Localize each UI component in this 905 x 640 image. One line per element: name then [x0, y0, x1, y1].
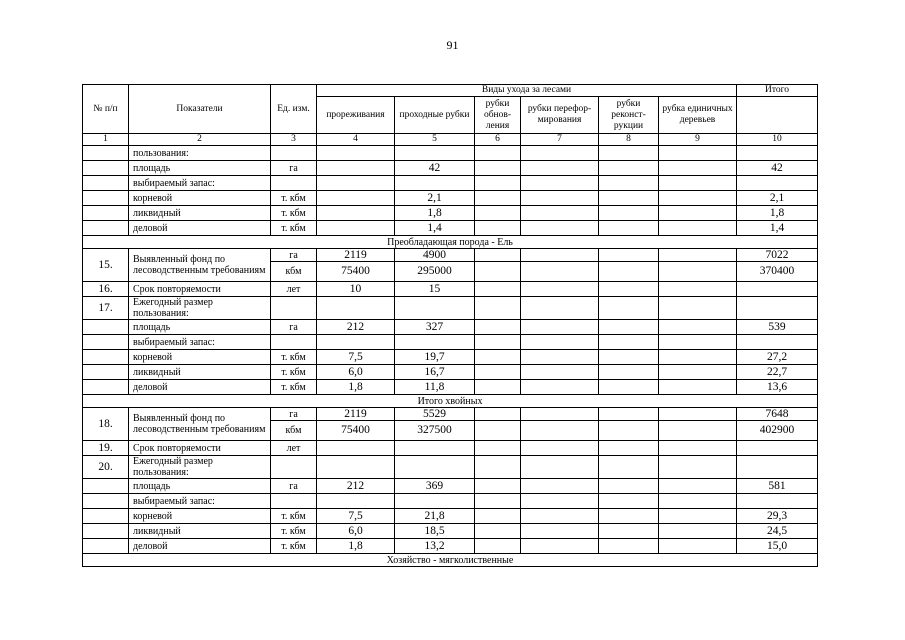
value-total — [737, 441, 818, 456]
row-number — [83, 206, 129, 221]
section-row — [83, 554, 818, 567]
row-unit: т. кбм — [271, 380, 317, 395]
page-number: 91 — [446, 38, 459, 52]
table-row — [83, 456, 818, 479]
row-unit: га — [271, 249, 317, 262]
row-unit: кбм — [271, 421, 317, 441]
value-total: 402900 — [737, 421, 818, 441]
row-unit — [271, 456, 317, 479]
value-thinning — [317, 161, 395, 176]
value-passage — [395, 456, 475, 479]
value-total: 15,0 — [737, 539, 818, 554]
value-passage: 42 — [395, 161, 475, 176]
empty-cell — [659, 421, 737, 441]
value-thinning: 75400 — [317, 262, 395, 282]
value-passage: 1,8 — [395, 206, 475, 221]
value-passage: 295000 — [395, 262, 475, 282]
row-number: 17. — [83, 297, 129, 320]
row-indicator: корневой — [129, 509, 271, 524]
header-type-1: прореживания — [317, 97, 395, 134]
row-indicator: Выявленный фонд по лесоводственным требованиям — [129, 408, 271, 441]
empty-cell — [521, 320, 599, 335]
section-row — [83, 395, 818, 408]
empty-cell — [659, 146, 737, 161]
row-unit: га — [271, 479, 317, 494]
table-row — [83, 249, 818, 262]
table-row — [83, 539, 818, 554]
header-type-3: рубки обнов-ления — [475, 97, 521, 134]
column-number: 1 — [83, 134, 129, 146]
value-thinning — [317, 176, 395, 191]
value-thinning: 6,0 — [317, 365, 395, 380]
value-total — [737, 494, 818, 509]
value-passage: 1,4 — [395, 221, 475, 236]
empty-cell — [659, 335, 737, 350]
table-row — [83, 335, 818, 350]
value-passage: 2,1 — [395, 191, 475, 206]
empty-cell — [475, 380, 521, 395]
value-passage: 11,8 — [395, 380, 475, 395]
row-unit: т. кбм — [271, 509, 317, 524]
empty-cell — [659, 456, 737, 479]
value-total: 22,7 — [737, 365, 818, 380]
header-type-2: проходные рубки — [395, 97, 475, 134]
section-title: Преобладающая порода - Ель — [83, 236, 818, 249]
row-indicator: Ежегодный размер пользования: — [129, 456, 271, 479]
row-unit: лет — [271, 282, 317, 297]
empty-cell — [659, 249, 737, 262]
empty-cell — [599, 146, 659, 161]
row-indicator: ликвидный — [129, 365, 271, 380]
row-unit — [271, 494, 317, 509]
empty-cell — [521, 176, 599, 191]
column-numbers-row — [83, 134, 818, 146]
empty-cell — [599, 206, 659, 221]
empty-cell — [475, 494, 521, 509]
empty-cell — [599, 191, 659, 206]
row-indicator: Срок повторяемости — [129, 282, 271, 297]
value-thinning: 2119 — [317, 408, 395, 421]
table-row — [83, 365, 818, 380]
empty-cell — [475, 262, 521, 282]
table-row — [83, 509, 818, 524]
row-number — [83, 350, 129, 365]
empty-cell — [521, 249, 599, 262]
row-number — [83, 539, 129, 554]
value-total: 24,5 — [737, 524, 818, 539]
value-passage: 15 — [395, 282, 475, 297]
empty-cell — [599, 456, 659, 479]
empty-cell — [659, 479, 737, 494]
header-unit: Ед. изм. — [271, 85, 317, 134]
column-number: 2 — [129, 134, 271, 146]
column-number: 7 — [521, 134, 599, 146]
empty-cell — [475, 441, 521, 456]
row-number — [83, 146, 129, 161]
table-row — [83, 221, 818, 236]
row-indicator: деловой — [129, 539, 271, 554]
row-unit: т. кбм — [271, 206, 317, 221]
value-passage: 21,8 — [395, 509, 475, 524]
table-row — [83, 282, 818, 297]
empty-cell — [599, 479, 659, 494]
empty-cell — [475, 297, 521, 320]
value-thinning: 212 — [317, 320, 395, 335]
value-passage: 13,2 — [395, 539, 475, 554]
empty-cell — [659, 494, 737, 509]
value-thinning — [317, 456, 395, 479]
empty-cell — [475, 282, 521, 297]
value-passage: 5529 — [395, 408, 475, 421]
empty-cell — [599, 335, 659, 350]
empty-cell — [475, 221, 521, 236]
value-total — [737, 335, 818, 350]
value-total: 581 — [737, 479, 818, 494]
empty-cell — [475, 509, 521, 524]
header-indicator: Показатели — [129, 85, 271, 134]
value-total — [737, 456, 818, 479]
row-unit — [271, 176, 317, 191]
row-unit: т. кбм — [271, 350, 317, 365]
empty-cell — [521, 524, 599, 539]
row-unit — [271, 146, 317, 161]
value-total — [737, 282, 818, 297]
row-number — [83, 191, 129, 206]
table-row — [83, 191, 818, 206]
column-number: 9 — [659, 134, 737, 146]
empty-cell — [659, 380, 737, 395]
value-thinning — [317, 206, 395, 221]
value-thinning — [317, 191, 395, 206]
value-passage — [395, 176, 475, 191]
value-passage — [395, 146, 475, 161]
empty-cell — [475, 249, 521, 262]
empty-cell — [521, 350, 599, 365]
row-indicator: выбираемый запас: — [129, 176, 271, 191]
empty-cell — [521, 297, 599, 320]
empty-cell — [599, 494, 659, 509]
empty-cell — [521, 335, 599, 350]
row-unit: т. кбм — [271, 365, 317, 380]
empty-cell — [659, 524, 737, 539]
value-passage — [395, 441, 475, 456]
row-unit: лет — [271, 441, 317, 456]
value-thinning — [317, 335, 395, 350]
value-passage: 19,7 — [395, 350, 475, 365]
row-unit: т. кбм — [271, 221, 317, 236]
empty-cell — [475, 350, 521, 365]
empty-cell — [475, 365, 521, 380]
empty-cell — [659, 161, 737, 176]
empty-cell — [599, 539, 659, 554]
value-passage — [395, 297, 475, 320]
value-passage: 327500 — [395, 421, 475, 441]
value-thinning: 212 — [317, 479, 395, 494]
empty-cell — [599, 524, 659, 539]
empty-cell — [659, 365, 737, 380]
value-passage: 16,7 — [395, 365, 475, 380]
value-thinning — [317, 441, 395, 456]
empty-cell — [475, 479, 521, 494]
table-row — [83, 494, 818, 509]
row-indicator: ликвидный — [129, 206, 271, 221]
row-indicator: корневой — [129, 191, 271, 206]
section-row — [83, 236, 818, 249]
column-number: 6 — [475, 134, 521, 146]
value-thinning — [317, 221, 395, 236]
row-unit: га — [271, 408, 317, 421]
empty-cell — [521, 380, 599, 395]
empty-cell — [521, 262, 599, 282]
row-number — [83, 509, 129, 524]
row-unit: кбм — [271, 262, 317, 282]
empty-cell — [521, 161, 599, 176]
empty-cell — [599, 176, 659, 191]
value-total: 1,4 — [737, 221, 818, 236]
value-thinning: 1,8 — [317, 539, 395, 554]
column-number: 5 — [395, 134, 475, 146]
empty-cell — [521, 539, 599, 554]
row-number — [83, 176, 129, 191]
empty-cell — [475, 146, 521, 161]
empty-cell — [521, 441, 599, 456]
row-unit — [271, 335, 317, 350]
row-indicator: выбираемый запас: — [129, 494, 271, 509]
empty-cell — [475, 206, 521, 221]
empty-cell — [475, 539, 521, 554]
row-number — [83, 161, 129, 176]
empty-cell — [521, 408, 599, 421]
header-type-4: рубки перефор-мирования — [521, 97, 599, 134]
empty-cell — [599, 350, 659, 365]
row-number: 15. — [83, 249, 129, 282]
value-passage: 369 — [395, 479, 475, 494]
empty-cell — [599, 282, 659, 297]
empty-cell — [475, 408, 521, 421]
empty-cell — [599, 297, 659, 320]
value-thinning — [317, 146, 395, 161]
empty-cell — [599, 509, 659, 524]
empty-cell — [599, 365, 659, 380]
table-row — [83, 479, 818, 494]
empty-cell — [475, 335, 521, 350]
row-number: 19. — [83, 441, 129, 456]
section-title: Хозяйство - мягколиственные — [83, 554, 818, 567]
empty-cell — [599, 249, 659, 262]
table-row — [83, 176, 818, 191]
row-indicator: деловой — [129, 221, 271, 236]
row-number — [83, 494, 129, 509]
value-passage: 327 — [395, 320, 475, 335]
empty-cell — [521, 509, 599, 524]
empty-cell — [659, 206, 737, 221]
column-number: 8 — [599, 134, 659, 146]
row-unit: га — [271, 320, 317, 335]
row-indicator: площадь — [129, 161, 271, 176]
empty-cell — [599, 441, 659, 456]
row-number — [83, 335, 129, 350]
value-passage: 4900 — [395, 249, 475, 262]
empty-cell — [599, 161, 659, 176]
empty-cell — [521, 146, 599, 161]
header-type-5: рубки реконст-рукции — [599, 97, 659, 134]
table-row — [83, 380, 818, 395]
value-passage — [395, 494, 475, 509]
value-thinning: 2119 — [317, 249, 395, 262]
empty-cell — [521, 479, 599, 494]
row-number: 18. — [83, 408, 129, 441]
row-unit: га — [271, 161, 317, 176]
section-title: Итого хвойных — [83, 395, 818, 408]
row-indicator: Срок повторяемости — [129, 441, 271, 456]
value-thinning — [317, 494, 395, 509]
empty-cell — [475, 421, 521, 441]
value-total: 13,6 — [737, 380, 818, 395]
empty-cell — [599, 221, 659, 236]
empty-cell — [659, 262, 737, 282]
row-unit: т. кбм — [271, 524, 317, 539]
empty-cell — [521, 206, 599, 221]
row-indicator: выбираемый запас: — [129, 335, 271, 350]
empty-cell — [521, 421, 599, 441]
empty-cell — [659, 320, 737, 335]
header-group-title: Виды ухода за лесами — [317, 85, 737, 97]
empty-cell — [659, 191, 737, 206]
column-number: 3 — [271, 134, 317, 146]
table-row — [83, 408, 818, 421]
table-row — [83, 441, 818, 456]
empty-cell — [599, 421, 659, 441]
row-unit: т. кбм — [271, 191, 317, 206]
value-total: 7648 — [737, 408, 818, 421]
forest-care-table — [82, 84, 818, 567]
value-total: 2,1 — [737, 191, 818, 206]
table-row — [83, 350, 818, 365]
empty-cell — [659, 408, 737, 421]
row-indicator: площадь — [129, 479, 271, 494]
row-number — [83, 524, 129, 539]
header-type-6: рубка единичных деревьев — [659, 97, 737, 134]
empty-cell — [599, 320, 659, 335]
empty-cell — [659, 441, 737, 456]
value-total: 7022 — [737, 249, 818, 262]
empty-cell — [521, 365, 599, 380]
empty-cell — [599, 408, 659, 421]
table-row — [83, 206, 818, 221]
value-total — [737, 146, 818, 161]
header-no: № п/п — [83, 85, 129, 134]
value-total: 1,8 — [737, 206, 818, 221]
row-number — [83, 380, 129, 395]
table-row — [83, 161, 818, 176]
row-indicator: деловой — [129, 380, 271, 395]
empty-cell — [659, 176, 737, 191]
value-total — [737, 297, 818, 320]
empty-cell — [659, 282, 737, 297]
empty-cell — [475, 320, 521, 335]
empty-cell — [475, 161, 521, 176]
value-total — [737, 176, 818, 191]
empty-cell — [521, 221, 599, 236]
value-total: 539 — [737, 320, 818, 335]
value-total: 370400 — [737, 262, 818, 282]
row-number — [83, 479, 129, 494]
row-unit: т. кбм — [271, 539, 317, 554]
empty-cell — [521, 494, 599, 509]
table-row — [83, 320, 818, 335]
empty-cell — [475, 456, 521, 479]
row-number — [83, 221, 129, 236]
row-indicator: пользования: — [129, 146, 271, 161]
value-passage: 18,5 — [395, 524, 475, 539]
value-thinning: 1,8 — [317, 380, 395, 395]
empty-cell — [599, 380, 659, 395]
row-indicator: площадь — [129, 320, 271, 335]
row-indicator: Ежегодный размер пользования: — [129, 297, 271, 320]
empty-cell — [599, 262, 659, 282]
table-row — [83, 146, 818, 161]
value-passage — [395, 335, 475, 350]
empty-cell — [475, 524, 521, 539]
empty-cell — [659, 539, 737, 554]
row-unit — [271, 297, 317, 320]
value-thinning — [317, 297, 395, 320]
header-total-blank — [737, 97, 818, 134]
header-total: Итого — [737, 85, 818, 97]
row-number: 20. — [83, 456, 129, 479]
column-number: 10 — [737, 134, 818, 146]
value-total: 29,3 — [737, 509, 818, 524]
row-indicator: ликвидный — [129, 524, 271, 539]
value-thinning: 7,5 — [317, 350, 395, 365]
table-row — [83, 297, 818, 320]
value-thinning: 10 — [317, 282, 395, 297]
empty-cell — [521, 282, 599, 297]
row-indicator: корневой — [129, 350, 271, 365]
row-number: 16. — [83, 282, 129, 297]
empty-cell — [521, 191, 599, 206]
value-total: 27,2 — [737, 350, 818, 365]
value-thinning: 6,0 — [317, 524, 395, 539]
row-number — [83, 320, 129, 335]
column-number: 4 — [317, 134, 395, 146]
row-number — [83, 365, 129, 380]
empty-cell — [659, 221, 737, 236]
row-indicator: Выявленный фонд по лесоводственным требованиям — [129, 249, 271, 282]
empty-cell — [659, 297, 737, 320]
empty-cell — [475, 176, 521, 191]
table-row — [83, 524, 818, 539]
empty-cell — [521, 456, 599, 479]
value-thinning: 75400 — [317, 421, 395, 441]
empty-cell — [659, 350, 737, 365]
empty-cell — [659, 509, 737, 524]
empty-cell — [475, 191, 521, 206]
value-thinning: 7,5 — [317, 509, 395, 524]
value-total: 42 — [737, 161, 818, 176]
